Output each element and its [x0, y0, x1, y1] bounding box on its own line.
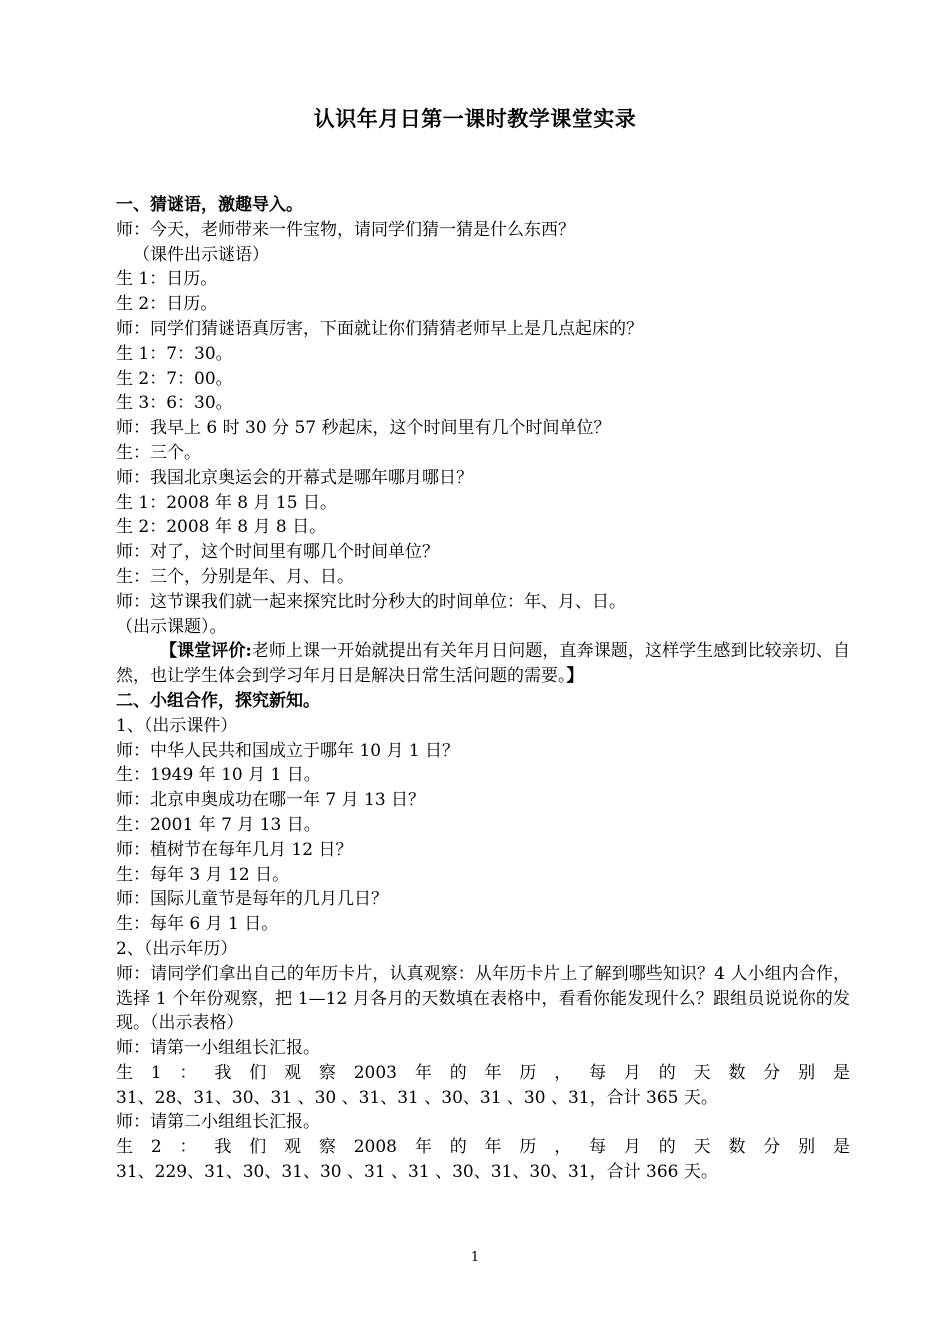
report1-intro: 师：请第一小组组长汇报。 [116, 1038, 320, 1059]
text-line: 生 3：6：30。 [116, 393, 233, 414]
word: 的 [449, 1062, 467, 1083]
word: 2 [150, 1137, 162, 1158]
text-line: 生：三个。 [116, 442, 201, 463]
word: 我 [214, 1062, 232, 1083]
word: 我 [214, 1137, 232, 1158]
text-line: 师：我早上 6 时 30 分 57 秒起床，这个时间里有几个时间单位？ [116, 418, 611, 439]
text-line: 生 2：日历。 [116, 294, 218, 315]
word: 别 [798, 1137, 816, 1158]
text-line: 生：每年 3 月 12 日。 [116, 864, 290, 885]
text-line: 生 1：2008 年 8 月 15 日。 [116, 492, 337, 513]
text-line: 生：2001 年 7 月 13 日。 [116, 814, 321, 835]
text-line: 师：中华人民共和国成立于哪年 10 月 1 日？ [116, 740, 460, 761]
section-two [116, 689, 850, 962]
word: 们 [249, 1062, 267, 1083]
text-line: 师：这节课我们就一起来探究比时分秒大的时间单位：年、月、日。 [116, 591, 626, 612]
report1-line2: 31、28、31、30、31 、30 、31、31 、30、31 、30 、31，合计 365 天。 [116, 1087, 718, 1108]
word: 观 [284, 1062, 302, 1083]
word: ， [554, 1062, 572, 1083]
evaluation-text: 老师上课一开始就提出有关年月日问题，直奔课题，这样学生感到比较亲切、自然，也让学生体会到学习年月日是解决日常生活问题的需要。 [116, 641, 851, 687]
text-line: 师：植树节在每年几月 12 日？ [116, 839, 353, 860]
word: 是 [832, 1137, 850, 1158]
page-number: 1 [470, 1250, 480, 1265]
word: 分 [763, 1137, 781, 1158]
report2-line1 [116, 1135, 850, 1160]
text-line: 生 1：日历。 [116, 269, 218, 290]
report2-line2: 31、229、31、30、31、30 、31 、31 、30、31、30、31，合计 366 天。 [116, 1162, 718, 1183]
text-line: （出示课题）。 [116, 616, 227, 637]
word: 年 [484, 1062, 502, 1083]
word: 1 [150, 1062, 162, 1083]
word: 数 [728, 1137, 746, 1158]
word: 察 [318, 1062, 336, 1083]
word: 分 [763, 1062, 781, 1083]
word: 2003 [353, 1062, 397, 1083]
text-line: 师：对了，这个时间里有哪几个时间单位？ [116, 542, 439, 563]
text-line: 师：同学们猜谜语真厉害，下面就让你们猜猜老师早上是几点起床的？ [116, 318, 643, 339]
document-title: 认识年月日第一课时教学课堂实录 [313, 106, 637, 131]
observe-paragraph: 师：请同学们拿出自己的年历卡片，认真观察：从年历卡片上了解到哪些知识？4 人小组内合作，选择 1 个年份观察，把 1—12 月各月的天数填在表格中，看看你能发现什么？跟组员说说你的发现。（出示表格） [116, 963, 850, 1034]
text-line: 师：北京申奥成功在哪一年 7 月 13 日？ [116, 790, 426, 811]
word: 生 [116, 1062, 133, 1083]
document-body [116, 193, 850, 1185]
text-line: 师：我国北京奥运会的开幕式是哪年哪月哪日？ [116, 467, 473, 488]
word: 2008 [353, 1137, 397, 1158]
text-line: 生 2：7：00。 [116, 368, 233, 389]
word: 月 [623, 1062, 641, 1083]
word: 的 [658, 1137, 676, 1158]
evaluation-close: 】 [566, 666, 584, 687]
text-line: 生：1949 年 10 月 1 日。 [116, 765, 321, 786]
text-line: 师：今天，老师带来一件宝物，请同学们猜一猜是什么东西？ [116, 219, 575, 240]
text-line: 生 2：2008 年 8 月 8 日。 [116, 517, 327, 538]
word: 历 [519, 1062, 537, 1083]
word: 别 [798, 1062, 816, 1083]
classroom-evaluation [116, 639, 850, 689]
word: 的 [658, 1062, 676, 1083]
word: 年 [484, 1137, 502, 1158]
text-line: 生：每年 6 月 1 日。 [116, 914, 279, 935]
evaluation-label: 【课堂评价: [160, 641, 252, 662]
word: 月 [623, 1137, 641, 1158]
word: ： [179, 1062, 197, 1083]
word: ： [179, 1137, 197, 1158]
text-line: 一、猜谜语，激趣导入。 [116, 195, 303, 215]
word: 数 [728, 1062, 746, 1083]
word: 每 [589, 1137, 607, 1158]
text-line: 师：国际儿童节是每年的几月几日？ [116, 889, 388, 910]
word: 天 [693, 1137, 711, 1158]
word: 天 [693, 1062, 711, 1083]
text-line: 二、小组合作，探究新知。 [116, 690, 320, 711]
report2-intro: 师：请第二小组组长汇报。 [116, 1112, 320, 1133]
word: 年 [414, 1062, 432, 1083]
word: 是 [832, 1062, 850, 1083]
section-one [116, 193, 850, 639]
text-line: 生 1：7：30。 [116, 343, 233, 364]
word: 们 [249, 1137, 267, 1158]
text-line: 生：三个，分别是年、月、日。 [116, 566, 354, 587]
word: 的 [449, 1137, 467, 1158]
word: 年 [414, 1137, 432, 1158]
word: 每 [589, 1062, 607, 1083]
text-line: （课件出示谜语） [133, 244, 269, 265]
text-line: 2、（出示年历） [116, 938, 238, 959]
word: 观 [284, 1137, 302, 1158]
word: 历 [519, 1137, 537, 1158]
word: ， [554, 1137, 572, 1158]
word: 察 [318, 1137, 336, 1158]
word: 生 [116, 1137, 133, 1158]
report1-line1 [116, 1061, 850, 1086]
text-line: 1、（出示课件） [116, 715, 238, 736]
